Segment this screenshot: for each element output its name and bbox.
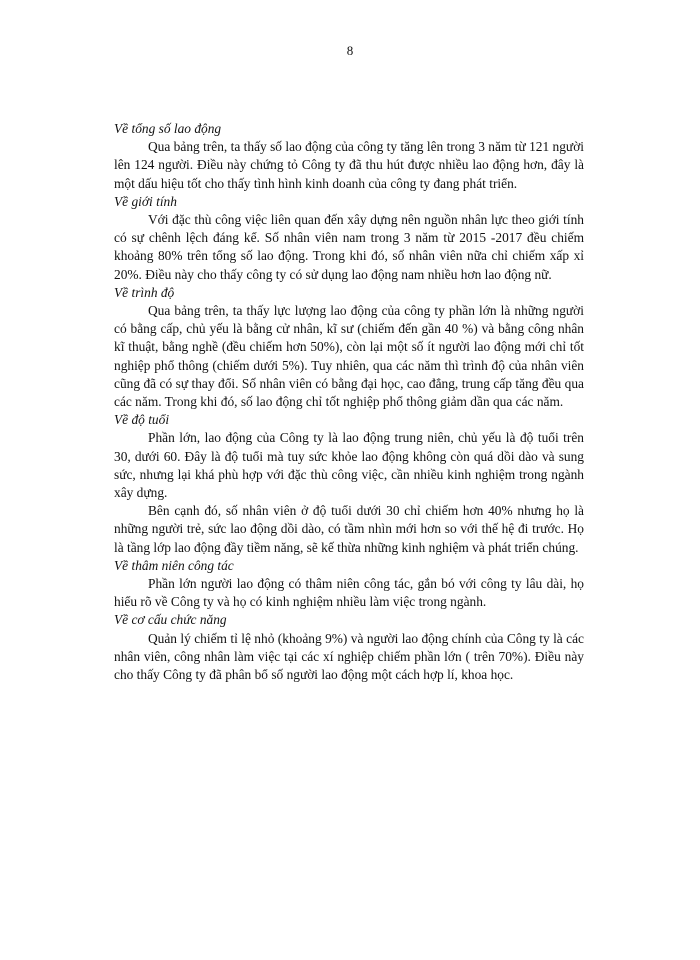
document-body xyxy=(114,120,584,684)
section-heading-education: Về trình độ xyxy=(114,284,175,300)
paragraph-function-structure: Quản lý chiếm tỉ lệ nhỏ (khoảng 9%) và người lao động chính của Công ty là các nhân viên, công nhân làm việc tại các xí nghiệp chiếm phần lớn ( trên 70%). Điều này cho thấy Công ty đã phân bổ số người lao động một cách hợp lí, khoa học. xyxy=(114,630,584,683)
section-heading-seniority: Về thâm niên công tác xyxy=(114,557,234,573)
paragraph-gender: Với đặc thù công việc liên quan đến xây dựng nên nguồn nhân lực theo giới tính có sự chênh lệch đáng kể. Số nhân viên nam trong 3 năm từ 2015 -2017 đều chiếm khoảng 80% trên tổng số lao động. Trong khi đó, số nhân viên nữa chỉ chiếm xấp xỉ 20%. Điều này cho thấy công ty có sử dụng lao động nam nhiều hơn lao động nữ. xyxy=(114,212,584,282)
paragraph-age-2: Bên cạnh đó, số nhân viên ở độ tuổi dưới 30 chỉ chiếm hơn 40% nhưng họ là những người trẻ, sức lao động dồi dào, có tầm nhìn mới hơn so với thế hệ đi trước. Họ là tầng lớp lao động đầy tiềm năng, sẽ kế thừa những kinh nghiệm và phát triển chúng. xyxy=(114,503,584,555)
section-heading-age: Về độ tuổi xyxy=(114,412,170,428)
paragraph-seniority: Phần lớn người lao động có thâm niên công tác, gắn bó với công ty lâu dài, họ hiểu rõ về Công ty và họ có kinh nghiệm nhiều làm việc trong ngành. xyxy=(114,576,584,610)
paragraph-age-1: Phần lớn, lao động của Công ty là lao động trung niên, chủ yếu là độ tuổi trên 30, dưới 60. Đây là độ tuổi mà tuy sức khỏe lao động không còn quá dồi dào và sung sức, nhưng lại khá phù hợp với đặc thù công việc, cần nhiều kinh nghiệm trong ngành xây dựng. xyxy=(114,430,584,501)
paragraph-total-workforce: Qua bảng trên, ta thấy số lao động của công ty tăng lên trong 3 năm từ 121 người lên 124 người. Điều này chứng tỏ Công ty đã thu hút được nhiều lao động hơn, đây là một dấu hiệu tốt cho thấy tình hình kinh doanh của công ty đang phát triển. xyxy=(114,139,584,191)
page-number: 8 xyxy=(346,43,354,58)
section-heading-gender: Về giới tính xyxy=(114,193,177,209)
section-heading-total-workforce: Về tổng số lao động xyxy=(114,121,222,136)
section-heading-function-structure: Về cơ cấu chức năng xyxy=(114,612,227,628)
paragraph-education: Qua bảng trên, ta thấy lực lượng lao động của công ty phần lớn là những người có bằng cấp, chủ yếu là bằng cử nhân, kĩ sư (chiếm đến gần 40 %) và bằng công nhân kĩ thuật, bằng nghề (đều chiếm hơn 50%), còn lại một số ít người lao động mới chỉ tốt nghiệp phổ thông (chiếm dưới 5%). Tuy nhiên, qua các năm thì trình độ của nhân viên cũng đã có sự thay đổi. Số nhân viên có bằng đại học, cao đẳng, trung cấp tăng đều qua các năm. Trong khi đó, số lao động chỉ tốt nghiệp phổ thông giảm dần qua các năm. xyxy=(114,303,584,410)
